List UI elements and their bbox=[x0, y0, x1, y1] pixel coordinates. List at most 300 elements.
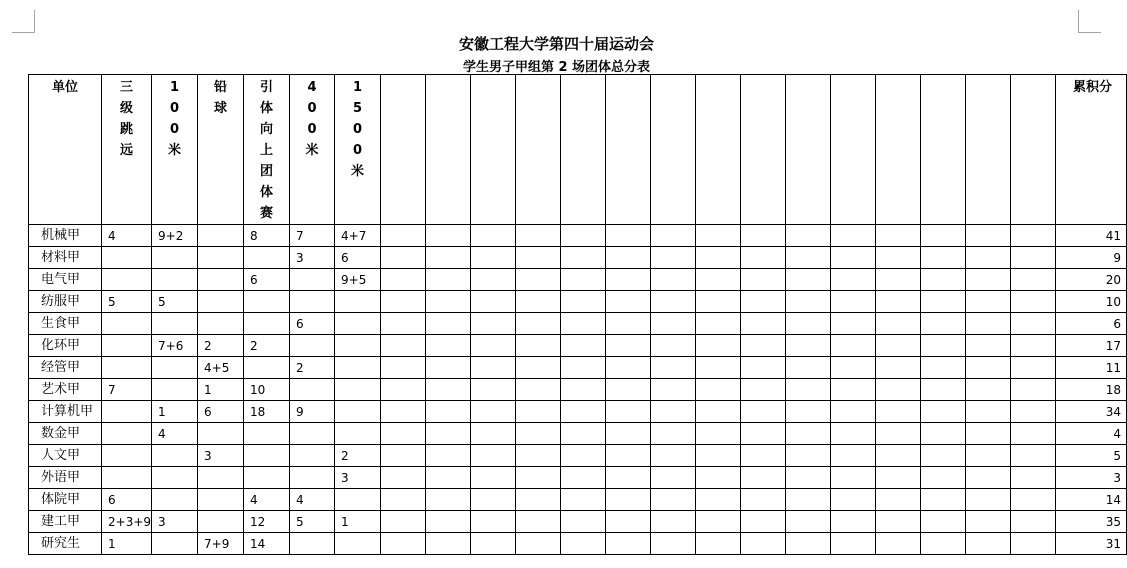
score-cell: 1 bbox=[102, 533, 152, 555]
header-empty-cell bbox=[876, 75, 921, 225]
empty-cell bbox=[426, 533, 471, 555]
table-row bbox=[29, 467, 1127, 489]
table-row bbox=[29, 379, 1127, 401]
empty-cell bbox=[1011, 423, 1056, 445]
empty-cell bbox=[516, 291, 561, 313]
table-row bbox=[29, 357, 1127, 379]
empty-cell bbox=[876, 313, 921, 335]
score-cell bbox=[335, 401, 381, 423]
unit-cell: 计算机甲 bbox=[29, 401, 102, 423]
score-cell bbox=[335, 357, 381, 379]
header-empty-cell bbox=[1011, 75, 1056, 225]
empty-cell bbox=[1011, 225, 1056, 247]
score-cell: 5 bbox=[152, 291, 198, 313]
document-title: 安徽工程大学第四十届运动会 bbox=[458, 35, 654, 53]
empty-cell bbox=[786, 313, 831, 335]
empty-cell bbox=[1011, 379, 1056, 401]
empty-cell bbox=[876, 511, 921, 533]
score-cell bbox=[335, 379, 381, 401]
score-cell: 2 bbox=[198, 335, 244, 357]
empty-cell bbox=[831, 313, 876, 335]
empty-cell bbox=[561, 511, 606, 533]
header-empty-cell bbox=[471, 75, 516, 225]
empty-cell bbox=[426, 467, 471, 489]
empty-cell bbox=[1011, 247, 1056, 269]
total-cell: 17 bbox=[1056, 335, 1127, 357]
score-cell bbox=[102, 445, 152, 467]
empty-cell bbox=[831, 511, 876, 533]
score-cell bbox=[152, 247, 198, 269]
total-cell: 5 bbox=[1056, 445, 1127, 467]
unit-cell: 建工甲 bbox=[29, 511, 102, 533]
empty-cell bbox=[1011, 511, 1056, 533]
empty-cell bbox=[471, 489, 516, 511]
empty-cell bbox=[606, 533, 651, 555]
header-empty-cell bbox=[426, 75, 471, 225]
empty-cell bbox=[831, 335, 876, 357]
empty-cell bbox=[606, 335, 651, 357]
empty-cell bbox=[426, 225, 471, 247]
score-cell bbox=[290, 533, 335, 555]
empty-cell bbox=[561, 401, 606, 423]
header-row bbox=[29, 75, 1127, 225]
empty-cell bbox=[516, 357, 561, 379]
empty-cell bbox=[516, 335, 561, 357]
score-cell bbox=[102, 467, 152, 489]
empty-cell bbox=[381, 511, 426, 533]
empty-cell bbox=[606, 423, 651, 445]
empty-cell bbox=[651, 291, 696, 313]
empty-cell bbox=[561, 291, 606, 313]
empty-cell bbox=[426, 335, 471, 357]
unit-cell: 数金甲 bbox=[29, 423, 102, 445]
score-cell: 7+9 bbox=[198, 533, 244, 555]
empty-cell bbox=[606, 291, 651, 313]
empty-cell bbox=[921, 445, 966, 467]
empty-cell bbox=[786, 489, 831, 511]
score-cell bbox=[102, 335, 152, 357]
score-cell bbox=[335, 291, 381, 313]
empty-cell bbox=[966, 357, 1011, 379]
empty-cell bbox=[741, 401, 786, 423]
empty-cell bbox=[381, 291, 426, 313]
empty-cell bbox=[921, 357, 966, 379]
empty-cell bbox=[966, 225, 1011, 247]
empty-cell bbox=[426, 489, 471, 511]
empty-cell bbox=[786, 533, 831, 555]
score-cell: 2 bbox=[244, 335, 290, 357]
empty-cell bbox=[966, 335, 1011, 357]
score-cell: 5 bbox=[102, 291, 152, 313]
empty-cell bbox=[921, 269, 966, 291]
score-cell bbox=[335, 335, 381, 357]
empty-cell bbox=[1011, 357, 1056, 379]
empty-cell bbox=[381, 533, 426, 555]
header-empty-cell bbox=[381, 75, 426, 225]
empty-cell bbox=[471, 247, 516, 269]
empty-cell bbox=[1011, 291, 1056, 313]
header-empty-cell bbox=[606, 75, 651, 225]
page-corner-mark-top-right bbox=[1078, 10, 1101, 33]
score-cell bbox=[198, 423, 244, 445]
empty-cell bbox=[651, 313, 696, 335]
empty-cell bbox=[831, 357, 876, 379]
score-table bbox=[28, 74, 1127, 555]
score-cell: 4 bbox=[102, 225, 152, 247]
empty-cell bbox=[741, 423, 786, 445]
empty-cell bbox=[561, 269, 606, 291]
score-cell bbox=[152, 357, 198, 379]
empty-cell bbox=[471, 423, 516, 445]
total-cell: 34 bbox=[1056, 401, 1127, 423]
score-cell bbox=[290, 269, 335, 291]
empty-cell bbox=[786, 291, 831, 313]
empty-cell bbox=[831, 489, 876, 511]
score-cell: 7 bbox=[102, 379, 152, 401]
empty-cell bbox=[966, 445, 1011, 467]
empty-cell bbox=[966, 247, 1011, 269]
empty-cell bbox=[516, 467, 561, 489]
table-row bbox=[29, 225, 1127, 247]
empty-cell bbox=[696, 313, 741, 335]
score-cell bbox=[290, 291, 335, 313]
empty-cell bbox=[831, 225, 876, 247]
empty-cell bbox=[471, 401, 516, 423]
empty-cell bbox=[966, 291, 1011, 313]
empty-cell bbox=[966, 401, 1011, 423]
empty-cell bbox=[966, 379, 1011, 401]
empty-cell bbox=[606, 357, 651, 379]
empty-cell bbox=[966, 533, 1011, 555]
score-cell bbox=[198, 225, 244, 247]
empty-cell bbox=[471, 379, 516, 401]
empty-cell bbox=[1011, 445, 1056, 467]
empty-cell bbox=[696, 225, 741, 247]
total-cell: 6 bbox=[1056, 313, 1127, 335]
page-corner-mark-top-left bbox=[12, 10, 35, 33]
table-row bbox=[29, 313, 1127, 335]
score-cell bbox=[335, 423, 381, 445]
empty-cell bbox=[426, 511, 471, 533]
empty-cell bbox=[606, 269, 651, 291]
score-cell: 4+5 bbox=[198, 357, 244, 379]
header-event: 400米 bbox=[290, 75, 335, 225]
empty-cell bbox=[786, 335, 831, 357]
score-cell bbox=[290, 445, 335, 467]
table-row bbox=[29, 533, 1127, 555]
empty-cell bbox=[471, 511, 516, 533]
score-cell bbox=[152, 313, 198, 335]
empty-cell bbox=[561, 379, 606, 401]
empty-cell bbox=[561, 423, 606, 445]
score-cell: 3 bbox=[152, 511, 198, 533]
score-cell: 6 bbox=[198, 401, 244, 423]
score-cell bbox=[198, 467, 244, 489]
unit-cell: 生食甲 bbox=[29, 313, 102, 335]
empty-cell bbox=[516, 423, 561, 445]
score-cell bbox=[244, 357, 290, 379]
empty-cell bbox=[1011, 269, 1056, 291]
empty-cell bbox=[426, 379, 471, 401]
empty-cell bbox=[471, 357, 516, 379]
empty-cell bbox=[381, 357, 426, 379]
empty-cell bbox=[786, 445, 831, 467]
empty-cell bbox=[696, 379, 741, 401]
header-empty-cell bbox=[966, 75, 1011, 225]
score-cell: 10 bbox=[244, 379, 290, 401]
empty-cell bbox=[921, 225, 966, 247]
unit-cell: 外语甲 bbox=[29, 467, 102, 489]
header-empty-cell bbox=[696, 75, 741, 225]
header-empty-cell bbox=[786, 75, 831, 225]
empty-cell bbox=[651, 335, 696, 357]
empty-cell bbox=[741, 533, 786, 555]
score-cell bbox=[290, 335, 335, 357]
score-cell bbox=[335, 533, 381, 555]
empty-cell bbox=[606, 247, 651, 269]
empty-cell bbox=[471, 335, 516, 357]
score-cell bbox=[102, 423, 152, 445]
empty-cell bbox=[561, 445, 606, 467]
empty-cell bbox=[381, 247, 426, 269]
header-empty-cell bbox=[651, 75, 696, 225]
unit-cell: 机械甲 bbox=[29, 225, 102, 247]
empty-cell bbox=[741, 445, 786, 467]
score-cell: 3 bbox=[290, 247, 335, 269]
empty-cell bbox=[651, 467, 696, 489]
score-cell bbox=[244, 247, 290, 269]
empty-cell bbox=[606, 225, 651, 247]
empty-cell bbox=[696, 269, 741, 291]
empty-cell bbox=[696, 511, 741, 533]
score-cell: 14 bbox=[244, 533, 290, 555]
empty-cell bbox=[516, 489, 561, 511]
empty-cell bbox=[921, 379, 966, 401]
table-row bbox=[29, 335, 1127, 357]
empty-cell bbox=[516, 401, 561, 423]
table-row bbox=[29, 511, 1127, 533]
empty-cell bbox=[1011, 489, 1056, 511]
empty-cell bbox=[786, 225, 831, 247]
empty-cell bbox=[381, 269, 426, 291]
empty-cell bbox=[651, 445, 696, 467]
empty-cell bbox=[876, 379, 921, 401]
empty-cell bbox=[516, 313, 561, 335]
empty-cell bbox=[876, 467, 921, 489]
unit-cell: 艺术甲 bbox=[29, 379, 102, 401]
empty-cell bbox=[876, 247, 921, 269]
total-cell: 10 bbox=[1056, 291, 1127, 313]
empty-cell bbox=[381, 401, 426, 423]
score-cell: 4 bbox=[152, 423, 198, 445]
empty-cell bbox=[741, 269, 786, 291]
empty-cell bbox=[831, 401, 876, 423]
empty-cell bbox=[381, 225, 426, 247]
score-cell: 6 bbox=[102, 489, 152, 511]
empty-cell bbox=[966, 511, 1011, 533]
empty-cell bbox=[876, 357, 921, 379]
header-empty-cell bbox=[741, 75, 786, 225]
unit-cell: 人文甲 bbox=[29, 445, 102, 467]
score-cell bbox=[244, 445, 290, 467]
empty-cell bbox=[561, 467, 606, 489]
empty-cell bbox=[696, 467, 741, 489]
empty-cell bbox=[876, 423, 921, 445]
empty-cell bbox=[471, 467, 516, 489]
empty-cell bbox=[516, 511, 561, 533]
score-cell bbox=[335, 313, 381, 335]
score-cell: 9 bbox=[290, 401, 335, 423]
empty-cell bbox=[471, 269, 516, 291]
table-row bbox=[29, 489, 1127, 511]
score-cell: 7 bbox=[290, 225, 335, 247]
empty-cell bbox=[921, 423, 966, 445]
score-cell bbox=[152, 269, 198, 291]
score-cell: 4+7 bbox=[335, 225, 381, 247]
unit-cell: 体院甲 bbox=[29, 489, 102, 511]
empty-cell bbox=[561, 247, 606, 269]
empty-cell bbox=[741, 313, 786, 335]
score-cell: 9+2 bbox=[152, 225, 198, 247]
empty-cell bbox=[921, 467, 966, 489]
empty-cell bbox=[696, 335, 741, 357]
empty-cell bbox=[741, 335, 786, 357]
empty-cell bbox=[651, 401, 696, 423]
score-cell bbox=[335, 489, 381, 511]
empty-cell bbox=[696, 445, 741, 467]
empty-cell bbox=[381, 423, 426, 445]
score-cell bbox=[290, 423, 335, 445]
score-cell: 3 bbox=[198, 445, 244, 467]
table-row bbox=[29, 423, 1127, 445]
empty-cell bbox=[426, 291, 471, 313]
score-cell: 1 bbox=[198, 379, 244, 401]
total-cell: 31 bbox=[1056, 533, 1127, 555]
score-cell bbox=[198, 489, 244, 511]
empty-cell bbox=[786, 357, 831, 379]
table-row bbox=[29, 269, 1127, 291]
empty-cell bbox=[831, 269, 876, 291]
empty-cell bbox=[786, 379, 831, 401]
total-cell: 20 bbox=[1056, 269, 1127, 291]
empty-cell bbox=[516, 379, 561, 401]
empty-cell bbox=[876, 335, 921, 357]
score-cell bbox=[290, 467, 335, 489]
empty-cell bbox=[516, 445, 561, 467]
score-cell: 9+5 bbox=[335, 269, 381, 291]
empty-cell bbox=[876, 401, 921, 423]
header-total: 累积分 bbox=[1056, 75, 1127, 225]
score-cell bbox=[244, 313, 290, 335]
empty-cell bbox=[381, 379, 426, 401]
total-cell: 4 bbox=[1056, 423, 1127, 445]
empty-cell bbox=[831, 291, 876, 313]
header-empty-cell bbox=[516, 75, 561, 225]
empty-cell bbox=[696, 423, 741, 445]
empty-cell bbox=[516, 225, 561, 247]
empty-cell bbox=[831, 467, 876, 489]
score-cell: 6 bbox=[244, 269, 290, 291]
empty-cell bbox=[606, 445, 651, 467]
empty-cell bbox=[561, 357, 606, 379]
score-cell: 6 bbox=[290, 313, 335, 335]
empty-cell bbox=[471, 291, 516, 313]
table-row bbox=[29, 445, 1127, 467]
score-cell bbox=[102, 357, 152, 379]
empty-cell bbox=[561, 489, 606, 511]
score-cell bbox=[198, 247, 244, 269]
header-event: 三级跳远 bbox=[102, 75, 152, 225]
empty-cell bbox=[561, 313, 606, 335]
empty-cell bbox=[426, 247, 471, 269]
empty-cell bbox=[966, 489, 1011, 511]
empty-cell bbox=[921, 533, 966, 555]
empty-cell bbox=[516, 247, 561, 269]
header-event: 铅球 bbox=[198, 75, 244, 225]
empty-cell bbox=[426, 269, 471, 291]
empty-cell bbox=[606, 467, 651, 489]
score-cell bbox=[198, 269, 244, 291]
empty-cell bbox=[651, 423, 696, 445]
empty-cell bbox=[741, 467, 786, 489]
empty-cell bbox=[876, 489, 921, 511]
empty-cell bbox=[561, 225, 606, 247]
empty-cell bbox=[1011, 335, 1056, 357]
empty-cell bbox=[831, 423, 876, 445]
empty-cell bbox=[1011, 401, 1056, 423]
total-cell: 41 bbox=[1056, 225, 1127, 247]
header-empty-cell bbox=[561, 75, 606, 225]
score-cell: 4 bbox=[290, 489, 335, 511]
empty-cell bbox=[786, 467, 831, 489]
empty-cell bbox=[651, 489, 696, 511]
empty-cell bbox=[696, 357, 741, 379]
empty-cell bbox=[381, 313, 426, 335]
empty-cell bbox=[966, 423, 1011, 445]
empty-cell bbox=[426, 423, 471, 445]
header-event: 1500米 bbox=[335, 75, 381, 225]
empty-cell bbox=[381, 467, 426, 489]
empty-cell bbox=[606, 401, 651, 423]
empty-cell bbox=[921, 291, 966, 313]
empty-cell bbox=[381, 445, 426, 467]
empty-cell bbox=[651, 379, 696, 401]
empty-cell bbox=[741, 247, 786, 269]
total-cell: 3 bbox=[1056, 467, 1127, 489]
score-cell bbox=[152, 445, 198, 467]
empty-cell bbox=[786, 269, 831, 291]
empty-cell bbox=[741, 511, 786, 533]
header-empty-cell bbox=[921, 75, 966, 225]
empty-cell bbox=[831, 533, 876, 555]
score-cell bbox=[198, 511, 244, 533]
score-cell bbox=[152, 379, 198, 401]
empty-cell bbox=[516, 269, 561, 291]
header-empty-cell bbox=[831, 75, 876, 225]
empty-cell bbox=[561, 533, 606, 555]
empty-cell bbox=[696, 401, 741, 423]
empty-cell bbox=[426, 313, 471, 335]
unit-cell: 纺服甲 bbox=[29, 291, 102, 313]
empty-cell bbox=[471, 445, 516, 467]
total-cell: 14 bbox=[1056, 489, 1127, 511]
empty-cell bbox=[876, 291, 921, 313]
empty-cell bbox=[651, 533, 696, 555]
empty-cell bbox=[381, 489, 426, 511]
unit-cell: 材料甲 bbox=[29, 247, 102, 269]
empty-cell bbox=[606, 379, 651, 401]
score-cell: 18 bbox=[244, 401, 290, 423]
